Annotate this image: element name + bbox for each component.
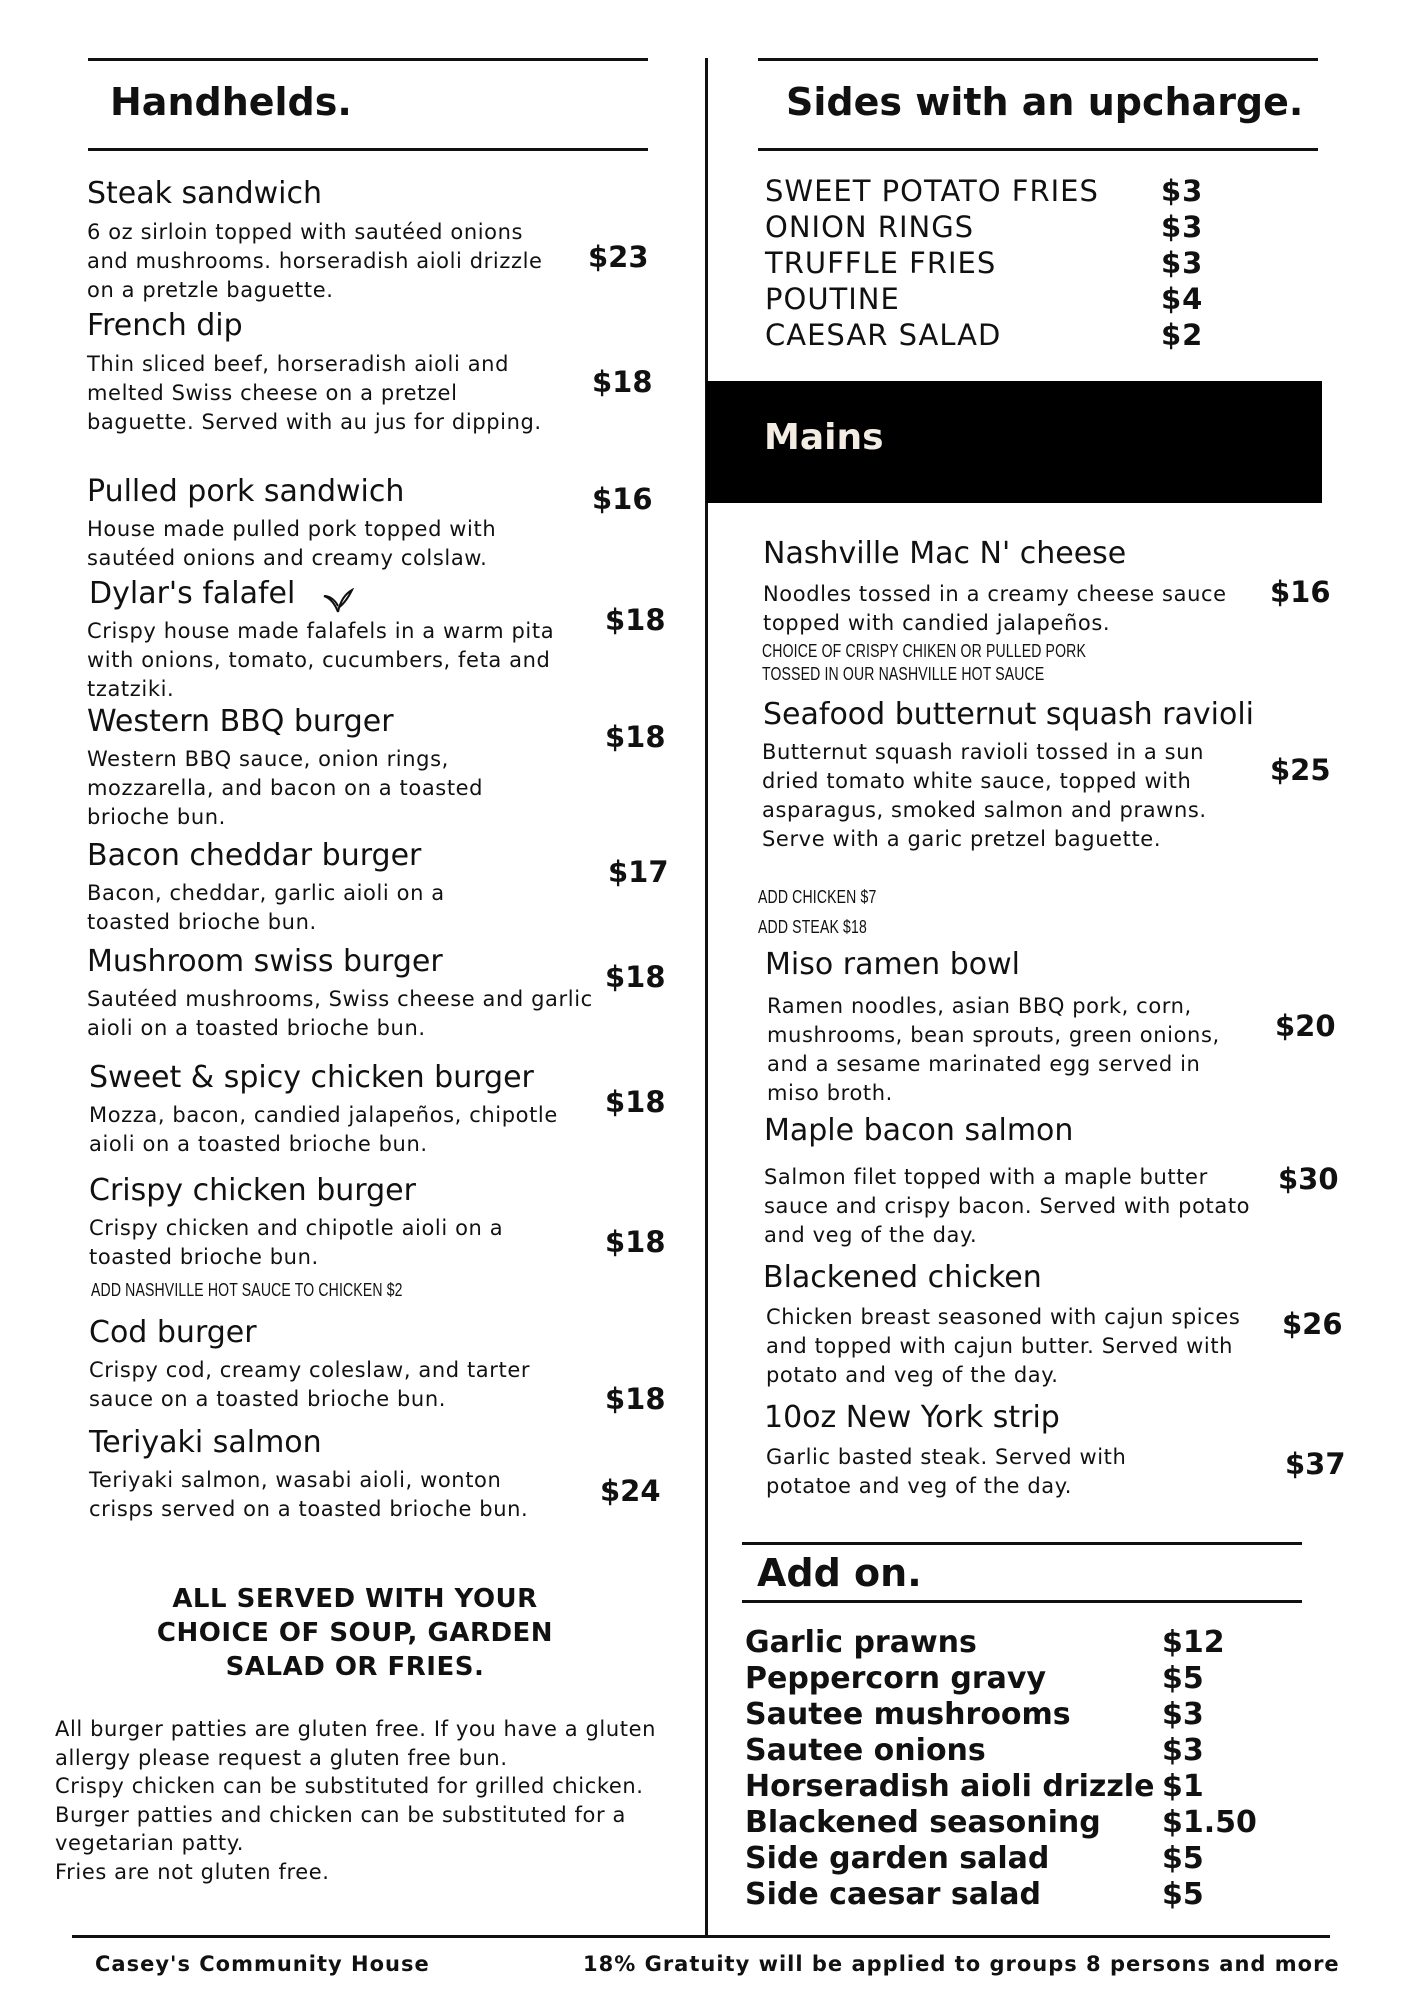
item-price: $30 (1278, 1162, 1339, 1196)
item-name: Blackened chicken (763, 1260, 1042, 1295)
addon-price: $12 (1162, 1625, 1225, 1660)
side-item (765, 174, 1285, 210)
item-name: Crispy chicken burger (89, 1173, 416, 1208)
item-price: $18 (605, 960, 666, 994)
item-description: Garlic basted steak. Served with potatoe and veg of the day. (766, 1445, 1127, 1498)
addon-price: $5 (1162, 1877, 1204, 1912)
dietary-note: Crispy chicken can be substituted for grilled chicken. (55, 1774, 644, 1798)
item-name: Sweet & spicy chicken burger (89, 1060, 534, 1095)
sides-top-rule (758, 58, 1318, 61)
side-item (765, 246, 1285, 282)
item-name: Cod burger (89, 1315, 257, 1350)
dietary-note: Burger patties and chicken can be substituted for a vegetarian patty. (55, 1802, 626, 1855)
mains-title: Mains (764, 417, 884, 458)
item-price: $24 (600, 1474, 661, 1508)
item-name: Maple bacon salmon (764, 1113, 1074, 1148)
item-description: Crispy chicken and chipotle aioli on a toasted brioche bun. (89, 1216, 504, 1269)
item-price: $18 (605, 1225, 666, 1259)
sides-title: Sides with an upcharge. (786, 80, 1304, 124)
handhelds-bottom-rule (88, 148, 648, 151)
footer-rule (72, 1935, 1330, 1938)
item-price: $37 (1285, 1447, 1346, 1481)
item-name: Seafood butternut squash ravioli (763, 697, 1254, 732)
addon-price: $3 (1162, 1697, 1204, 1732)
item-description: Salmon filet topped with a maple butter sauce and crispy bacon. Served with potato and veg of the day. (764, 1165, 1251, 1247)
addon-top-rule (742, 1542, 1302, 1545)
addon-item (745, 1769, 1285, 1805)
item-description: Butternut squash ravioli tossed in a sun dried tomato white sauce, topped with asparagus, smoked salmon and prawns. Serve with a garic pretzel baguette. (762, 740, 1207, 851)
item-description: Teriyaki salmon, wasabi aioli, wonton crisps served on a toasted brioche bun. (89, 1468, 529, 1521)
handhelds-top-rule (88, 58, 648, 61)
item-note: ADD NASHVILLE HOT SAUCE TO CHICKEN $2 (91, 1280, 403, 1300)
item-price: $23 (588, 240, 649, 274)
addon-bottom-rule (742, 1600, 1302, 1603)
item-price: $26 (1282, 1307, 1343, 1341)
addon-name: Peppercorn gravy (745, 1661, 1047, 1696)
restaurant-name: Casey's Community House (95, 1952, 430, 1976)
addon-item (745, 1625, 1285, 1661)
item-name: Steak sandwich (87, 176, 323, 211)
addon-price: $3 (1162, 1733, 1204, 1768)
addon-name: Horseradish aioli drizzle (745, 1769, 1155, 1804)
addon-price: $1 (1162, 1769, 1204, 1804)
addon-name: Side caesar salad (745, 1877, 1041, 1912)
item-description: Sautéed mushrooms, Swiss cheese and garlic aioli on a toasted brioche bun. (87, 987, 593, 1040)
item-note: TOSSED IN OUR NASHVILLE HOT SAUCE (762, 664, 1045, 684)
item-price: $25 (1270, 753, 1331, 787)
side-price: $3 (1161, 174, 1204, 208)
item-description: 6 oz sirloin topped with sautéed onions and mushrooms. horseradish aioli drizzle on a pretzle baguette. (87, 220, 543, 302)
item-name: Dylar's falafel (89, 576, 296, 611)
item-description: Bacon, cheddar, garlic aioli on a toasted brioche bun. (87, 881, 445, 934)
item-name: Mushroom swiss burger (87, 944, 443, 979)
item-price: $16 (592, 482, 653, 516)
item-name: Teriyaki salmon (89, 1425, 322, 1460)
leaf-icon (322, 586, 354, 614)
handhelds-title: Handhelds. (110, 80, 352, 124)
item-note: ADD CHICKEN $7 (758, 887, 877, 907)
addon-item (745, 1841, 1285, 1877)
side-name: POUTINE (765, 282, 900, 316)
side-name: ONION RINGS (765, 210, 975, 244)
column-divider (705, 58, 708, 1935)
addon-item (745, 1661, 1285, 1697)
item-description: Noodles tossed in a creamy cheese sauce topped with candied jalapeños. (763, 582, 1227, 635)
side-item (765, 210, 1285, 246)
item-description: Crispy cod, creamy coleslaw, and tarter sauce on a toasted brioche bun. (89, 1358, 531, 1411)
side-name: CAESAR SALAD (765, 318, 1002, 352)
item-name: 10oz New York strip (764, 1400, 1060, 1435)
addon-name: Garlic prawns (745, 1625, 977, 1660)
item-description: Thin sliced beef, horseradish aioli and melted Swiss cheese on a pretzel baguette. Served with au jus for dipping. (87, 352, 542, 434)
side-name: TRUFFLE FRIES (765, 246, 997, 280)
addon-item (745, 1877, 1285, 1913)
addon-name: Side garden salad (745, 1841, 1050, 1876)
side-item (765, 318, 1285, 354)
item-price: $20 (1275, 1009, 1336, 1043)
item-description: House made pulled pork topped with sautéed onions and creamy colslaw. (87, 517, 497, 570)
side-price: $3 (1161, 246, 1204, 280)
item-note: ADD STEAK $18 (758, 917, 867, 937)
addon-title: Add on. (757, 1551, 922, 1595)
item-price: $18 (605, 1085, 666, 1119)
gratuity-note: 18% Gratuity will be applied to groups 8 persons and more (583, 1952, 1340, 1976)
item-price: $18 (605, 1382, 666, 1416)
addon-name: Sautee mushrooms (745, 1697, 1071, 1732)
dietary-note: All burger patties are gluten free. If you have a gluten allergy please request a gluten free bun. (55, 1717, 657, 1770)
item-description: Mozza, bacon, candied jalapeños, chipotle aioli on a toasted brioche bun. (89, 1103, 558, 1156)
addon-price: $5 (1162, 1661, 1204, 1696)
addon-price: $5 (1162, 1841, 1204, 1876)
item-price: $18 (592, 365, 653, 399)
item-description: Chicken breast seasoned with cajun spices and topped with cajun butter. Served with potato and veg of the day. (766, 1305, 1241, 1387)
item-description: Western BBQ sauce, onion rings, mozzarella, and bacon on a toasted brioche bun. (87, 747, 484, 829)
item-price: $18 (605, 603, 666, 637)
item-price: $17 (608, 855, 669, 889)
side-name: SWEET POTATO FRIES (765, 174, 1099, 208)
served-with-note: ALL SERVED WITH YOUR CHOICE OF SOUP, GARDEN SALAD OR FRIES. (156, 1584, 554, 1682)
item-name: Nashville Mac N' cheese (763, 536, 1127, 571)
item-price: $18 (605, 720, 666, 754)
item-name: Western BBQ burger (87, 704, 394, 739)
item-price: $16 (1270, 575, 1331, 609)
side-price: $4 (1161, 282, 1204, 316)
side-item (765, 282, 1285, 318)
mains-header-bar (706, 381, 1322, 503)
addon-item (745, 1805, 1285, 1841)
item-description: Ramen noodles, asian BBQ pork, corn, mushrooms, bean sprouts, green onions, and a sesame marinated egg served in miso broth. (767, 994, 1220, 1105)
item-name: Miso ramen bowl (765, 947, 1020, 982)
item-description: Crispy house made falafels in a warm pita with onions, tomato, cucumbers, feta and tzatziki. (87, 619, 555, 701)
side-price: $2 (1161, 318, 1204, 352)
addon-item (745, 1697, 1285, 1733)
sides-bottom-rule (758, 148, 1318, 151)
addon-name: Sautee onions (745, 1733, 986, 1768)
addon-price: $1.50 (1162, 1805, 1257, 1840)
item-name: Bacon cheddar burger (87, 838, 422, 873)
addon-item (745, 1733, 1285, 1769)
item-name: French dip (87, 308, 243, 343)
dietary-notes (55, 1715, 695, 1886)
side-price: $3 (1161, 210, 1204, 244)
item-name: Pulled pork sandwich (87, 474, 405, 509)
dietary-note: Fries are not gluten free. (55, 1859, 330, 1884)
addon-name: Blackened seasoning (745, 1805, 1101, 1840)
item-note: CHOICE OF CRISPY CHIKEN OR PULLED PORK (762, 641, 1086, 661)
